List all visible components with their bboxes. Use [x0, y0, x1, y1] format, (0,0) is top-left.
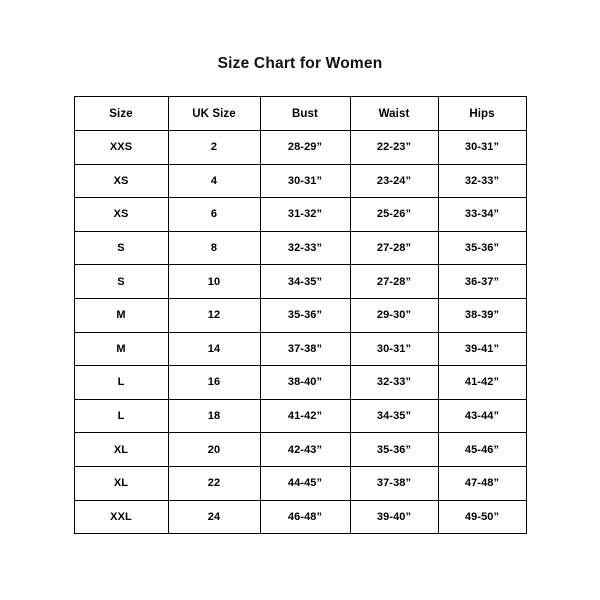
- cell-hips: 35-36”: [438, 231, 526, 265]
- size-chart-table: [74, 96, 527, 534]
- table-body: [74, 131, 526, 534]
- cell-waist: 27-28”: [350, 231, 438, 265]
- cell-uk-size: 6: [168, 198, 260, 232]
- column-header-uk-size: UK Size: [168, 97, 260, 131]
- cell-hips: 32-33”: [438, 164, 526, 198]
- cell-size: XS: [74, 164, 168, 198]
- cell-size: L: [74, 366, 168, 400]
- cell-bust: 34-35”: [260, 265, 350, 299]
- cell-hips: 33-34”: [438, 198, 526, 232]
- cell-size: XXL: [74, 500, 168, 534]
- table-row: [74, 298, 526, 332]
- cell-bust: 42-43”: [260, 433, 350, 467]
- cell-hips: 36-37”: [438, 265, 526, 299]
- cell-size: S: [74, 231, 168, 265]
- cell-size: XXS: [74, 131, 168, 165]
- cell-bust: 28-29”: [260, 131, 350, 165]
- cell-waist: 25-26”: [350, 198, 438, 232]
- cell-bust: 46-48”: [260, 500, 350, 534]
- table-row: [74, 466, 526, 500]
- table-row: [74, 332, 526, 366]
- cell-bust: 35-36”: [260, 298, 350, 332]
- column-header-bust: Bust: [260, 97, 350, 131]
- cell-uk-size: 14: [168, 332, 260, 366]
- table-row: [74, 131, 526, 165]
- cell-waist: 35-36”: [350, 433, 438, 467]
- table-header: [74, 97, 526, 131]
- cell-hips: 45-46”: [438, 433, 526, 467]
- cell-size: M: [74, 332, 168, 366]
- cell-bust: 44-45”: [260, 466, 350, 500]
- cell-uk-size: 16: [168, 366, 260, 400]
- cell-bust: 38-40”: [260, 366, 350, 400]
- cell-size: L: [74, 399, 168, 433]
- cell-hips: 43-44”: [438, 399, 526, 433]
- column-header-hips: Hips: [438, 97, 526, 131]
- cell-size: XS: [74, 198, 168, 232]
- table-row: [74, 231, 526, 265]
- cell-size: XL: [74, 433, 168, 467]
- table-row: [74, 433, 526, 467]
- cell-waist: 29-30”: [350, 298, 438, 332]
- cell-waist: 37-38”: [350, 466, 438, 500]
- cell-uk-size: 8: [168, 231, 260, 265]
- cell-uk-size: 12: [168, 298, 260, 332]
- cell-bust: 41-42”: [260, 399, 350, 433]
- cell-hips: 38-39”: [438, 298, 526, 332]
- cell-uk-size: 18: [168, 399, 260, 433]
- cell-size: M: [74, 298, 168, 332]
- cell-hips: 47-48”: [438, 466, 526, 500]
- column-header-waist: Waist: [350, 97, 438, 131]
- table-row: [74, 366, 526, 400]
- cell-hips: 30-31”: [438, 131, 526, 165]
- cell-uk-size: 22: [168, 466, 260, 500]
- cell-size: XL: [74, 466, 168, 500]
- cell-hips: 41-42”: [438, 366, 526, 400]
- cell-uk-size: 24: [168, 500, 260, 534]
- cell-waist: 34-35”: [350, 399, 438, 433]
- cell-uk-size: 10: [168, 265, 260, 299]
- cell-bust: 32-33”: [260, 231, 350, 265]
- table-row: [74, 399, 526, 433]
- cell-bust: 37-38”: [260, 332, 350, 366]
- cell-bust: 31-32”: [260, 198, 350, 232]
- cell-hips: 39-41”: [438, 332, 526, 366]
- table-row: [74, 500, 526, 534]
- cell-bust: 30-31”: [260, 164, 350, 198]
- cell-waist: 39-40”: [350, 500, 438, 534]
- cell-uk-size: 20: [168, 433, 260, 467]
- cell-uk-size: 4: [168, 164, 260, 198]
- table-row: [74, 164, 526, 198]
- cell-waist: 22-23”: [350, 131, 438, 165]
- table-header-row: [74, 97, 526, 131]
- cell-waist: 23-24”: [350, 164, 438, 198]
- cell-size: S: [74, 265, 168, 299]
- table-row: [74, 265, 526, 299]
- page-title: Size Chart for Women: [217, 55, 383, 72]
- column-header-size: Size: [74, 97, 168, 131]
- cell-waist: 27-28”: [350, 265, 438, 299]
- cell-hips: 49-50”: [438, 500, 526, 534]
- cell-waist: 30-31”: [350, 332, 438, 366]
- cell-uk-size: 2: [168, 131, 260, 165]
- table-row: [74, 198, 526, 232]
- cell-waist: 32-33”: [350, 366, 438, 400]
